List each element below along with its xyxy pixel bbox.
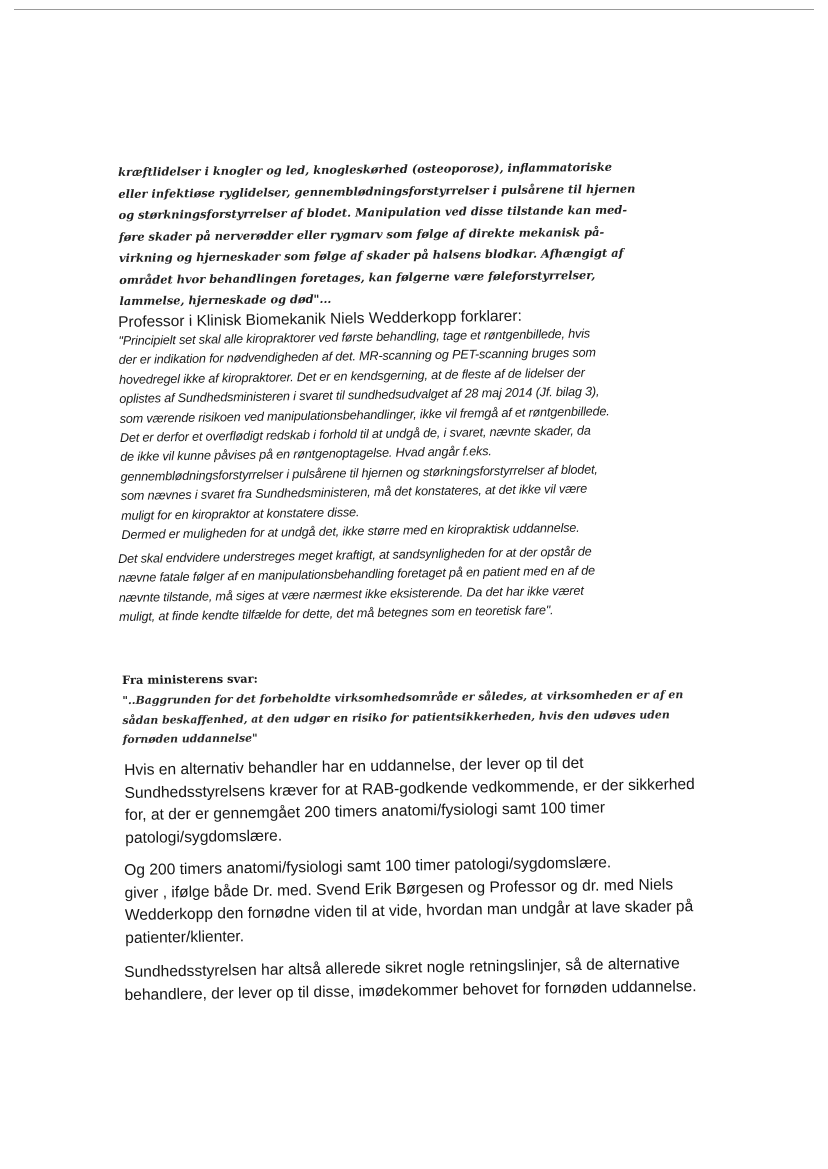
professor-heading: Professor i Klinisk Biomekanik Niels Wedderkopp forklarer: — [118, 307, 522, 331]
text-line: og størkningsforstyrrelser af blodet. Manipulation ved disse tilstande kan med- — [118, 202, 628, 222]
text-line: området hvor behandlingen foretages, kan følgerne være føleforstyrrelser, — [119, 267, 596, 287]
text-line: de ikke vil kunne påvises på en røntgenoptagelse. Hvad angår f.eks. — [120, 444, 492, 465]
text-line: Dermed er muligheden for at undgå det, ikke større med en kiropraktisk uddannelse. — [121, 520, 580, 543]
text-line: som værende risikoen ved manipulationsbehandlinger, ikke vil fremgå af et røntgenbillede. — [119, 403, 610, 426]
text-line: "..Baggrunden for det forbeholdte virksomhedsområde er således, at virksomheden er af en — [122, 688, 684, 707]
text-line: patologi/sygdomslære. — [125, 827, 283, 848]
text-line: muligt, at finde kendte tilfælde for dette, det må betegnes som en teoretisk fare". — [118, 603, 554, 625]
text-line: som nævnes i svaret fra Sundhedsministeren, må det konstateres, at det ikke vil være — [120, 481, 588, 504]
text-line: der er indikation for nødvendigheden af det. MR-scanning og PET-scanning bruges som — [118, 345, 596, 368]
minister-label: Fra ministerens svar: — [122, 671, 258, 687]
minister-quote — [122, 685, 703, 750]
text-line: Wedderkopp den fornødne viden til at vide, hvordan man undgår at lave skader på — [124, 898, 694, 925]
paragraph-education — [124, 751, 725, 851]
text-line: kræftlidelser i knogler og led, knogleskørhed (osteoporose), inflammatoriske — [118, 159, 613, 179]
text-line: føre skader på nerverødder eller rygmarv som følge af direkte mekanisk på- — [118, 224, 605, 244]
paragraph-knowledge — [124, 851, 725, 951]
paragraph-guidelines — [124, 953, 725, 1008]
text-line: behandlere, der lever op til disse, imødekommer behovet for fornøden uddannelse. — [124, 977, 697, 1004]
text-line: Hvis en alternativ behandler har en uddannelse, der lever op til det — [124, 754, 584, 779]
text-line: gennemblødningsforstyrrelser i pulsårene til hjernen og størkningsforstyrrelser af blodet, — [120, 462, 598, 484]
text-line: nævne fatale følger af en manipulationsbehandling foretaget på en patient med en af de — [118, 563, 595, 586]
text-line: "Principielt set skal alle kiropraktorer ved første behandling, tage et røntgenbillede, hvis — [118, 326, 591, 348]
text-line: for, at der er gennemgået 200 timers anatomi/fysiologi samt 100 timer — [124, 799, 606, 825]
text-line: Det skal endvidere understreges meget kraftigt, at sandsynligheden for at der opstår de — [118, 544, 592, 566]
text-line: virkning og hjerneskader som følge af skader på halsens blodkar. Afhængigt af — [118, 245, 624, 265]
text-line: giver , ifølge både Dr. med. Svend Erik Børgesen og Professor og dr. med Niels — [124, 876, 674, 902]
professor-statement — [118, 303, 742, 545]
minister-answer — [122, 666, 703, 750]
text-line: muligt for en kiropraktor at konstatere disse. — [121, 504, 360, 523]
text-line: lammelse, hjerneskade og død"... — [119, 291, 332, 308]
text-line: fornøden uddannelse" — [122, 731, 258, 746]
professor-quote — [118, 322, 741, 545]
professor-quote-continued — [118, 540, 739, 627]
page-top-rule — [14, 9, 814, 10]
text-line: patienter/klienter. — [125, 928, 245, 948]
text-line: nævnte tilstande, må siges at være nærmest ikke eksisterende. Da det har ikke været — [118, 583, 584, 605]
text-line: Sundhedsstyrelsens kræver for at RAB-godkende vedkommende, er der sikkerhed — [124, 775, 695, 802]
text-line: Sundhedsstyrelsen har altså allerede sikret nogle retningslinjer, så de alternative — [124, 955, 680, 981]
quoted-risk-passage — [118, 157, 636, 313]
text-line: Og 200 timers anatomi/fysiologi samt 100 timer patologi/sygdomslære. — [124, 854, 612, 879]
text-line: Det er derfor et overflødigt redskab i forhold til at undgå de, i svaret, nævnte skader, da — [119, 423, 591, 446]
text-line: sådan beskaffenhed, at den udgør en risiko for patientsikkerheden, hvis den udøves uden — [122, 707, 670, 727]
text-line: eller infektiøse ryglidelser, gennemblødningsforstyrrelser i pulsårene til hjernen — [118, 181, 636, 201]
text-line: oplistes af Sundhedsministeren i svaret til sundhedsudvalget af 28 maj 2014 (Jf. bilag 3), — [119, 384, 600, 407]
text-line: hovedregel ikke af kiropraktorer. Det er en kendsgerning, at de fleste af de lidelser der — [118, 365, 585, 387]
